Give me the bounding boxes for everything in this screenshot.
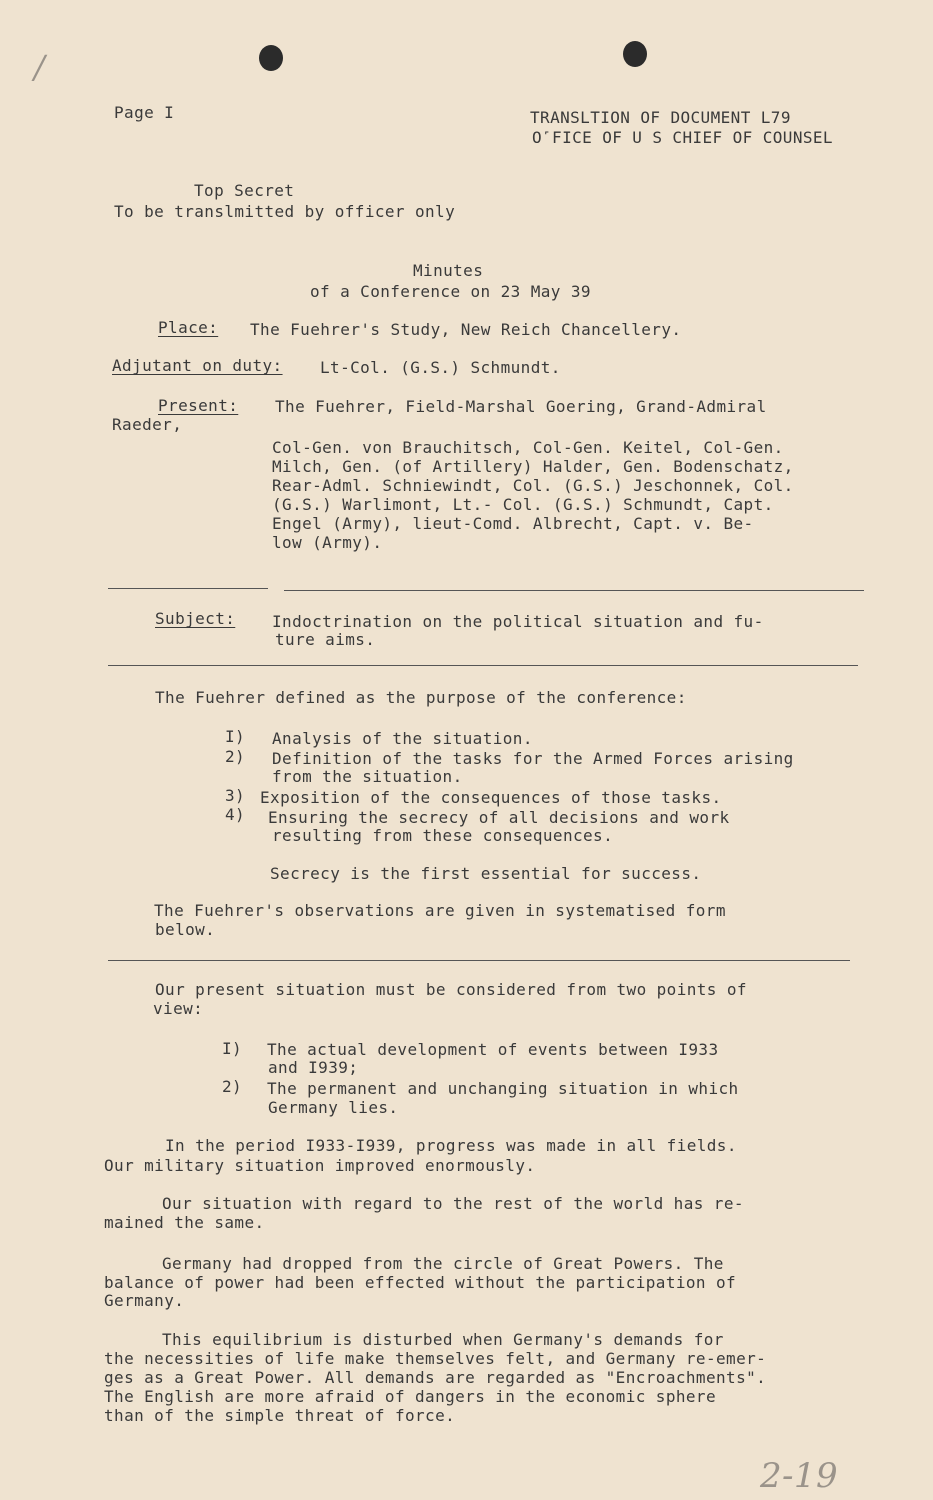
- observations-line: below.: [155, 920, 216, 939]
- present-names-line: Rear-Adml. Schniewindt, Col. (G.S.) Jeschonnek, Col.: [272, 476, 794, 495]
- situation-intro: Our present situation must be considered from two points of: [155, 980, 747, 999]
- list-item-text: The permanent and unchanging situation in which: [267, 1079, 739, 1098]
- list-item-text: Ensuring the secrecy of all decisions and work: [268, 808, 730, 827]
- list-item-text: The actual development of events between I933: [267, 1040, 719, 1059]
- pencil-mark: /: [34, 48, 46, 86]
- present-names-line: Milch, Gen. (of Artillery) Halder, Gen. Bodenschatz,: [272, 457, 794, 476]
- paragraph-line: The English are more afraid of dangers in the economic sphere: [104, 1387, 717, 1406]
- observations-line: The Fuehrer's observations are given in systematised form: [154, 901, 726, 920]
- page-label: Page I: [114, 103, 175, 122]
- subject-line: ture aims.: [275, 630, 376, 649]
- list-item-text: from the situation.: [272, 767, 463, 786]
- classification-top-secret: Top Secret: [194, 181, 295, 200]
- title-minutes: Minutes: [413, 261, 484, 280]
- paragraph-line: than of the simple threat of force.: [104, 1406, 456, 1425]
- secrecy-statement: Secrecy is the first essential for success.: [270, 864, 702, 883]
- list-item-number: I): [225, 727, 246, 746]
- paragraph-line: Germany.: [104, 1291, 185, 1310]
- adjutant-label: Adjutant on duty:: [112, 356, 283, 375]
- handwritten-page-number: 2-19: [760, 1456, 838, 1496]
- paragraph-line: mained the same.: [104, 1213, 265, 1232]
- paragraph-line: This equilibrium is disturbed when Germany's demands for: [162, 1330, 724, 1349]
- punch-hole-left: [259, 45, 283, 71]
- punch-hole-right: [623, 41, 647, 67]
- list-item-number: 3): [225, 786, 246, 805]
- office-line: O˹FICE OF U S CHIEF OF COUNSEL: [532, 128, 833, 147]
- place-value: The Fuehrer's Study, New Reich Chancellery.: [250, 320, 682, 339]
- list-item-text: and I939;: [268, 1058, 359, 1077]
- place-label: Place:: [158, 318, 219, 337]
- list-item-number: 4): [225, 805, 246, 824]
- paragraph-line: Germany had dropped from the circle of Great Powers. The: [162, 1254, 724, 1273]
- divider: [108, 665, 858, 666]
- title-conference: of a Conference on 23 May 39: [310, 282, 591, 301]
- divider: [108, 960, 850, 961]
- present-names-line: low (Army).: [272, 533, 383, 552]
- list-item-text: Germany lies.: [268, 1098, 399, 1117]
- purpose-intro: The Fuehrer defined as the purpose of the conference:: [155, 688, 687, 707]
- situation-intro: view:: [153, 999, 204, 1018]
- paragraph-line: the necessities of life make themselves felt, and Germany re-emer-: [104, 1349, 767, 1368]
- list-item-text: resulting from these consequences.: [272, 826, 614, 845]
- divider: [108, 588, 268, 589]
- present-label: Present:: [158, 396, 239, 415]
- translation-line: TRANSLTION OF DOCUMENT L79: [530, 108, 791, 127]
- present-names-line: (G.S.) Warlimont, Lt.- Col. (G.S.) Schmundt, Capt.: [272, 495, 774, 514]
- subject-line: Indoctrination on the political situation and fu-: [272, 612, 764, 631]
- list-item-text: Analysis of the situation.: [272, 729, 533, 748]
- adjutant-value: Lt-Col. (G.S.) Schmundt.: [320, 358, 561, 377]
- list-item-text: Definition of the tasks for the Armed Forces arising: [272, 749, 794, 768]
- present-names-line: Engel (Army), lieut-Comd. Albrecht, Capt. v. Be-: [272, 514, 754, 533]
- present-names-line: Col-Gen. von Brauchitsch, Col-Gen. Keitel, Col-Gen.: [272, 438, 784, 457]
- present-line: Raeder,: [112, 415, 183, 434]
- divider: [284, 590, 864, 591]
- paragraph-line: Our military situation improved enormously.: [104, 1156, 536, 1175]
- classification-handling: To be translmitted by officer only: [114, 202, 456, 221]
- subject-label: Subject:: [155, 609, 236, 628]
- paragraph-line: balance of power had been effected without the participation of: [104, 1273, 737, 1292]
- list-item-number: 2): [225, 747, 246, 766]
- paragraph-line: ges as a Great Power. All demands are regarded as "Encroachments".: [104, 1368, 767, 1387]
- list-item-number: I): [222, 1039, 243, 1058]
- list-item-number: 2): [222, 1077, 243, 1096]
- present-line: The Fuehrer, Field-Marshal Goering, Grand-Admiral: [275, 397, 767, 416]
- list-item-text: Exposition of the consequences of those tasks.: [260, 788, 722, 807]
- paragraph-line: In the period I933-I939, progress was made in all fields.: [165, 1136, 737, 1155]
- paragraph-line: Our situation with regard to the rest of the world has re-: [162, 1194, 744, 1213]
